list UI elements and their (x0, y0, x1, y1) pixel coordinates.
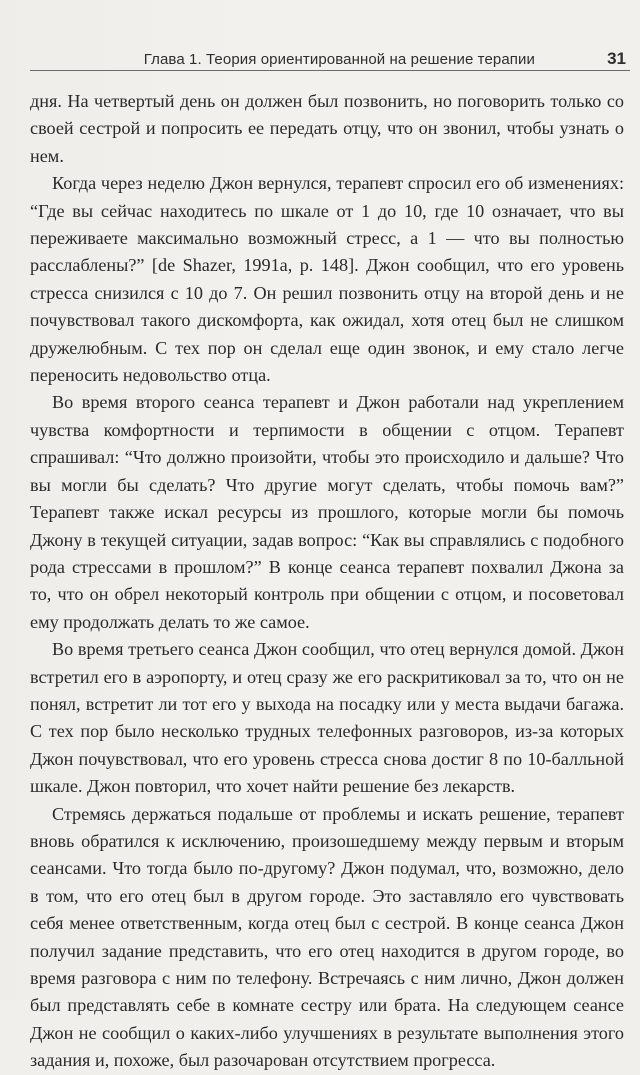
page-number: 31 (607, 49, 626, 68)
body-text (30, 88, 624, 1075)
paragraph: Когда через неделю Джон вернулся, терапевт спросил его об изменениях: “Где вы сейчас находитесь по шкале от 1 до 10, где 10 означает, что вы переживаете максимально возможный стресс, а 1 — что вы полностью расслаблены?” [de Shazer, 1991a, p. 148]. Джон сообщил, что его уровень стресса снизился с 10 до 7. Он решил позвонить отцу на второй день и не почувствовал такого дискомфорта, как ожидал, хотя отец был не слишком дружелюбным. С тех пор он сделал еще один звонок, и ему стало легче переносить недовольство отца. (30, 173, 624, 386)
paragraph: Во время второго сеанса терапевт и Джон работали над укреплением чувства комфортности и терпимости в общении с отцом. Терапевт спрашивал: “Что должно произойти, чтобы это происходило и дальше? Что вы могли бы сделать? Что другие могут сделать, чтобы помочь вам?” Терапевт также искал ресурсы из прошлого, которые могли бы помочь Джону в текущей ситуации, задав вопрос: “Как вы справлялись с подобного рода стрессами в прошлом?” В конце сеанса терапевт похвалил Джона за то, что он обрел некоторый контроль при общении с отцом, и посоветовал ему продолжать делать то же самое. (30, 392, 624, 632)
paragraph: Во время третьего сеанса Джон сообщил, что отец вернулся домой. Джон встретил его в аэропорту, и отец сразу же его раскритиковал за то, что он не понял, встретит ли тот его у выхода на посадку или у места выдачи багажа. С тех пор было несколько трудных телефонных разговоров, из-за которых Джон почувствовал, что его уровень стресса снова достиг 8 по 10-балльной шкале. Джон повторил, что хочет найти решение без лекарств. (30, 639, 624, 797)
paragraph: Стремясь держаться подальше от проблемы и искать решение, терапевт вновь обратился к исключению, произошедшему между первым и вторым сеансами. Что тогда было по-другому? Джон подумал, что, возможно, дело в том, что его отец был в другом городе. Это заставляло его чувствовать себя менее ответственным, когда отец был с сестрой. В конце сеанса Джон получил задание представить, что его отец находится в другом городе, во время разговора с ним по телефону. Встречаясь с ним лично, Джон должен был представлять себе в комнате сестру или брата. На следующем сеансе Джон не сообщил о каких-либо улучшениях в результате выполнения этого задания и, похоже, был разочарован отсутствием прогресса. (30, 803, 624, 1071)
running-title: Глава 1. Теория ориентированной на решение терапии (143, 51, 535, 68)
running-header (30, 48, 630, 71)
paragraph: дня. На четвертый день он должен был позвонить, но поговорить только со своей сестрой и попросить ее передать отцу, что он звонил, чтобы узнать о нем. (30, 91, 624, 166)
